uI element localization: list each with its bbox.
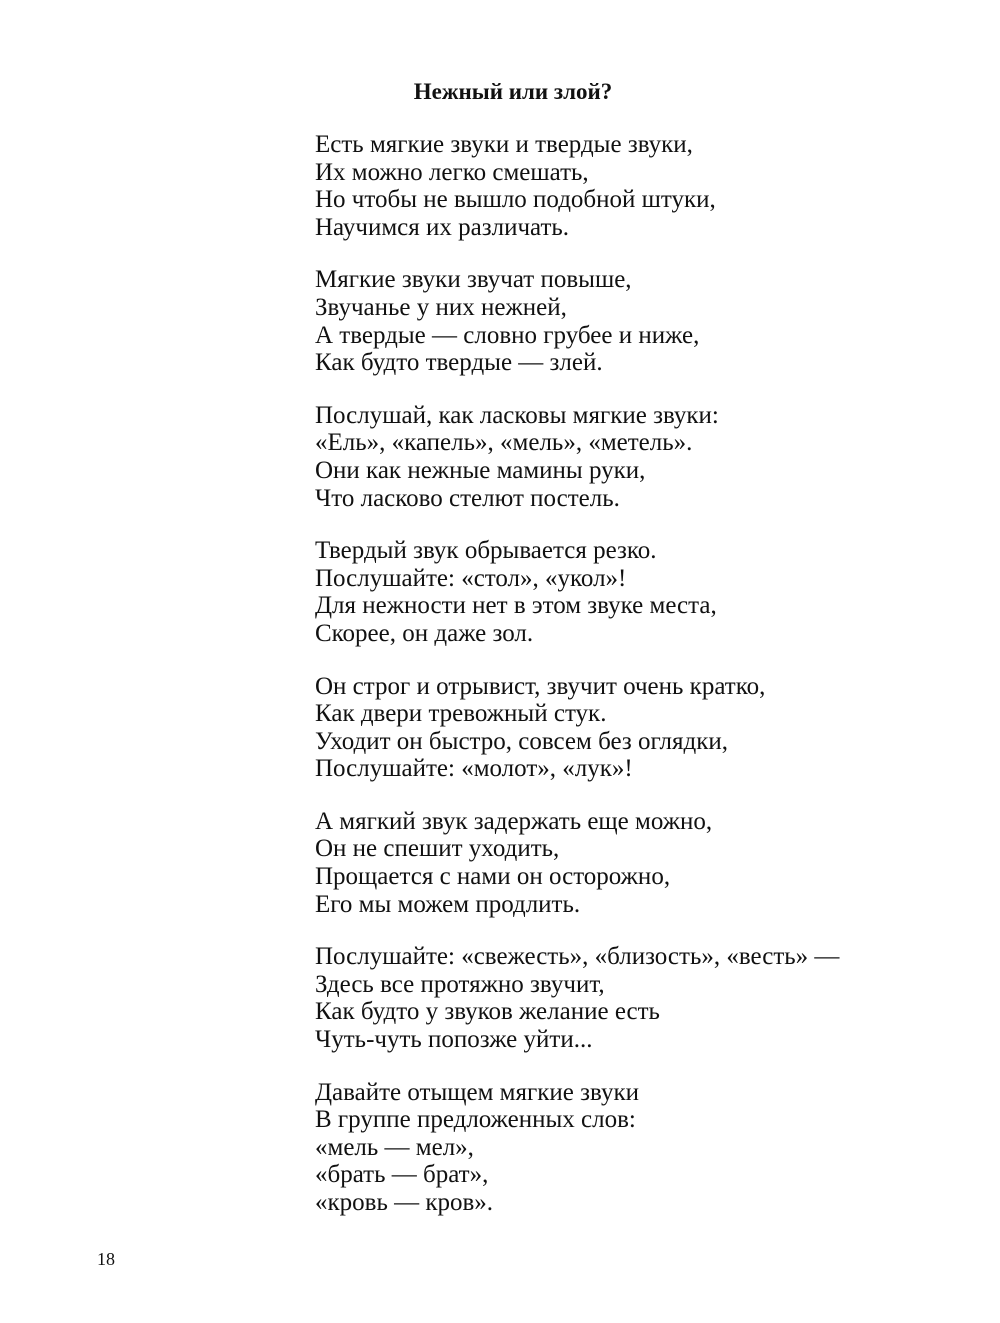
- poem-line: Он строг и отрывист, звучит очень кратко,: [315, 672, 766, 700]
- poem-line: Их можно легко смешать,: [315, 158, 589, 186]
- poem-line: Научимся их различать.: [315, 213, 570, 241]
- stanza-3: [315, 402, 955, 512]
- poem-line: Что ласково стелют постель.: [315, 484, 620, 512]
- poem-line: Звучанье у них нежней,: [315, 293, 567, 321]
- poem-line: Твердый звук обрывается резко.: [315, 537, 657, 565]
- poem-line: Но чтобы не вышло подобной штуки,: [315, 186, 716, 214]
- stanza-8: [315, 1079, 955, 1217]
- poem-line: Они как нежные мамины руки,: [315, 456, 646, 484]
- page-number: 18: [97, 1249, 115, 1269]
- poem-line: Чуть-чуть попозже уйти...: [315, 1026, 593, 1054]
- poem-line: Как будто у звуков желание есть: [315, 998, 660, 1026]
- stanza-6: [315, 808, 955, 918]
- poem-body: [315, 131, 955, 1242]
- poem-line: Его мы можем продлить.: [315, 890, 581, 918]
- poem-line: Для нежности нет в этом звуке места,: [315, 592, 717, 620]
- stanza-4: [315, 537, 955, 647]
- poem-line: Прощается с нами он осторожно,: [315, 863, 671, 891]
- poem-line: Послушайте: «стол», «укол»!: [315, 564, 627, 592]
- poem-line: Как двери тревожный стук.: [315, 700, 607, 728]
- poem-line: Давайте отыщем мягкие звуки: [315, 1078, 639, 1106]
- poem-title: Нежный или злой?: [413, 79, 613, 104]
- poem-line: Послушай, как ласковы мягкие звуки:: [315, 401, 719, 429]
- poem-line: В группе предложенных слов:: [315, 1106, 636, 1134]
- poem-line: «мель — мел»,: [315, 1133, 474, 1161]
- stanza-2: [315, 266, 955, 376]
- poem-line: Как будто твердые — злей.: [315, 349, 603, 377]
- poem-line: Здесь все протяжно звучит,: [315, 970, 605, 998]
- poem-line: А твердые — словно грубее и ниже,: [315, 321, 700, 349]
- poem-line: «кровь — кров».: [315, 1189, 494, 1216]
- poem-line: Послушайте: «свежесть», «близость», «весть» —: [315, 943, 840, 971]
- stanza-7: [315, 943, 955, 1053]
- poem-line: Послушайте: «молот», «лук»!: [315, 755, 633, 783]
- stanza-5: [315, 673, 955, 783]
- poem-line: Скорее, он даже зол.: [315, 619, 534, 647]
- poem-line: Мягкие звуки звучат повыше,: [315, 266, 632, 294]
- poem-line: «брать — брат»,: [315, 1161, 489, 1189]
- poem-line: Он не спешит уходить,: [315, 835, 560, 863]
- poem-line: Есть мягкие звуки и твердые звуки,: [315, 131, 693, 158]
- stanza-1: [315, 131, 955, 241]
- poem-line: «Ель», «капель», «мель», «метель».: [315, 429, 693, 457]
- poem-line: А мягкий звук задержать еще можно,: [315, 807, 713, 835]
- poem-line: Уходит он быстро, совсем без оглядки,: [315, 727, 728, 755]
